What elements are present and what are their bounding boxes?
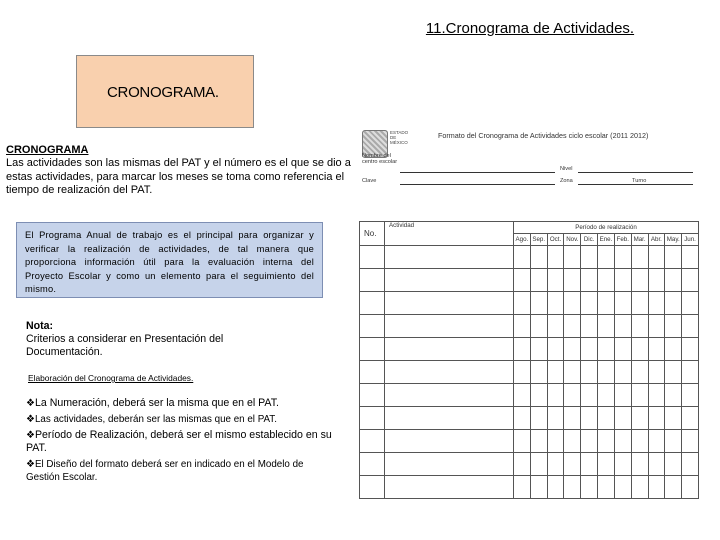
table-cell <box>514 384 531 407</box>
table-cell <box>385 384 514 407</box>
pat-description-box: El Programa Anual de trabajo es el principal para organizar y verificar la realización de actividades, de tal manera que proporciona información útil para la evaluación interna del Proyecto Escolar y como un elemento para el seguimiento del mismo. <box>16 222 323 298</box>
table-cell <box>530 246 547 269</box>
elaboracion-title: Elaboración del Cronograma de Actividades. <box>28 373 194 383</box>
field-line-nivel <box>578 172 693 173</box>
table-cell <box>665 384 682 407</box>
table-cell <box>614 476 631 499</box>
cronograma-box-label: CRONOGRAMA. <box>107 84 219 101</box>
table-cell <box>360 384 385 407</box>
table-cell <box>581 361 598 384</box>
table-cell <box>682 269 699 292</box>
table-cell <box>648 292 665 315</box>
table-cell <box>530 269 547 292</box>
table-cell <box>665 338 682 361</box>
table-cell <box>682 246 699 269</box>
table-cell <box>547 407 564 430</box>
list-item-text: Las actividades, deberán ser las mismas que en el PAT. <box>34 414 277 425</box>
table-cell <box>564 407 581 430</box>
table-cell <box>564 361 581 384</box>
table-cell <box>385 430 514 453</box>
table-cell <box>614 269 631 292</box>
table-cell <box>385 407 514 430</box>
table-cell <box>598 338 615 361</box>
table-cell <box>665 476 682 499</box>
table-cell <box>665 361 682 384</box>
table-cell <box>385 269 514 292</box>
table-cell <box>514 269 531 292</box>
table-cell <box>360 246 385 269</box>
table-cell <box>665 430 682 453</box>
table-cell <box>682 384 699 407</box>
table-cell <box>598 430 615 453</box>
nota-block <box>26 320 266 358</box>
table-row <box>360 246 699 269</box>
month-header: Sep. <box>530 234 547 246</box>
table-row <box>360 315 699 338</box>
table-cell <box>530 292 547 315</box>
table-cell <box>564 246 581 269</box>
table-cell <box>598 315 615 338</box>
format-title: Formato del Cronograma de Actividades ciclo escolar (2011 2012) <box>438 131 649 140</box>
table-cell <box>564 269 581 292</box>
table-cell <box>631 384 648 407</box>
table-cell <box>631 292 648 315</box>
table-cell <box>665 315 682 338</box>
table-row <box>360 292 699 315</box>
table-cell <box>564 476 581 499</box>
table-cell <box>682 453 699 476</box>
table-cell <box>564 453 581 476</box>
table-cell <box>564 338 581 361</box>
table-cell <box>360 269 385 292</box>
table-cell <box>581 269 598 292</box>
list-item <box>26 429 336 455</box>
intro-text: Las actividades son las mismas del PAT y el número es el que se dio a estas actividades, para marcar los meses se toma como referencia el tiempo de realización del PAT. <box>6 157 351 197</box>
diamond-bullet-icon: ❖ <box>26 398 35 409</box>
table-cell <box>598 246 615 269</box>
table-cell <box>385 338 514 361</box>
table-cell <box>385 246 514 269</box>
table-cell <box>385 453 514 476</box>
table-cell <box>547 361 564 384</box>
table-cell <box>614 361 631 384</box>
table-cell <box>360 292 385 315</box>
list-item-text: El Diseño del formato deberá ser en indicado en el Modelo de Gestión Escolar. <box>26 459 304 483</box>
table-cell <box>682 430 699 453</box>
table-cell <box>631 338 648 361</box>
format-header <box>360 126 700 191</box>
table-cell <box>514 338 531 361</box>
table-row <box>360 453 699 476</box>
intro-block <box>6 144 354 198</box>
table-cell <box>648 476 665 499</box>
table-cell <box>547 338 564 361</box>
list-item <box>26 413 336 426</box>
table-cell <box>598 292 615 315</box>
table-row <box>360 407 699 430</box>
month-header: Nov. <box>564 234 581 246</box>
table-cell <box>614 338 631 361</box>
table-cell <box>581 407 598 430</box>
table-cell <box>631 246 648 269</box>
table-cell <box>564 384 581 407</box>
table-cell <box>385 361 514 384</box>
slide-title: 11.Cronograma de Actividades. <box>425 20 635 37</box>
table-row <box>360 361 699 384</box>
table-cell <box>682 407 699 430</box>
label-nivel: Nivel <box>560 166 573 172</box>
col-periodo-header: Período de realización <box>514 222 699 234</box>
table-cell <box>598 476 615 499</box>
diamond-bullet-icon: ❖ <box>26 459 35 470</box>
table-cell <box>631 315 648 338</box>
table-cell <box>682 476 699 499</box>
cronograma-box <box>76 55 254 128</box>
table-cell <box>598 407 615 430</box>
table-cell <box>665 292 682 315</box>
month-header: Mar. <box>631 234 648 246</box>
table-row <box>360 269 699 292</box>
table-cell <box>631 476 648 499</box>
list-item-text: La Numeración, deberá ser la misma que en el PAT. <box>34 397 279 409</box>
table-cell <box>360 430 385 453</box>
list-item <box>26 397 336 410</box>
table-cell <box>360 453 385 476</box>
table-cell <box>648 384 665 407</box>
table-cell <box>648 453 665 476</box>
table-cell <box>530 361 547 384</box>
table-cell <box>514 476 531 499</box>
criteria-list <box>26 397 336 487</box>
table-cell <box>581 315 598 338</box>
table-cell <box>581 338 598 361</box>
table-cell <box>530 430 547 453</box>
month-header: Oct. <box>547 234 564 246</box>
table-cell <box>581 246 598 269</box>
table-cell <box>564 315 581 338</box>
month-header: Feb. <box>614 234 631 246</box>
table-cell <box>547 430 564 453</box>
table-cell <box>514 246 531 269</box>
table-cell <box>614 407 631 430</box>
table-cell <box>385 476 514 499</box>
schedule-table <box>359 221 699 499</box>
table-cell <box>547 476 564 499</box>
col-actividad-header: Actividad <box>385 222 514 246</box>
table-cell <box>581 430 598 453</box>
table-cell <box>360 361 385 384</box>
logo-text: ESTADO DE MÉXICO <box>390 130 409 145</box>
table-cell <box>665 453 682 476</box>
list-item-text: Período de Realización, deberá ser el mismo establecido en su PAT. <box>26 429 332 454</box>
table-cell <box>547 315 564 338</box>
table-cell <box>385 292 514 315</box>
field-line-nombre <box>400 172 555 173</box>
table-cell <box>614 430 631 453</box>
table-cell <box>598 361 615 384</box>
month-header: May. <box>665 234 682 246</box>
table-cell <box>648 269 665 292</box>
table-cell <box>598 384 615 407</box>
label-turno: Turno <box>632 178 647 184</box>
diamond-bullet-icon: ❖ <box>26 430 35 441</box>
table-row <box>360 430 699 453</box>
table-cell <box>682 315 699 338</box>
table-cell <box>631 430 648 453</box>
nota-title: Nota: <box>26 320 54 332</box>
table-cell <box>514 407 531 430</box>
intro-heading: CRONOGRAMA <box>6 144 89 156</box>
nota-text: Criterios a considerar en Presentación del Documentación. <box>26 332 224 358</box>
table-cell <box>360 338 385 361</box>
table-cell <box>665 407 682 430</box>
label-nombre: Nombre del centro escolar <box>362 153 398 165</box>
table-cell <box>665 269 682 292</box>
table-cell <box>648 338 665 361</box>
table-cell <box>665 246 682 269</box>
table-cell <box>530 315 547 338</box>
table-row <box>360 384 699 407</box>
table-cell <box>581 292 598 315</box>
table-cell <box>564 430 581 453</box>
table-cell <box>648 315 665 338</box>
table-cell <box>614 246 631 269</box>
table-cell <box>514 453 531 476</box>
table-cell <box>598 269 615 292</box>
table-cell <box>547 246 564 269</box>
schedule-body <box>360 246 699 499</box>
month-header: Ene. <box>598 234 615 246</box>
table-cell <box>385 315 514 338</box>
month-header: Ago. <box>514 234 531 246</box>
table-cell <box>581 453 598 476</box>
table-cell <box>564 292 581 315</box>
table-cell <box>514 430 531 453</box>
table-cell <box>360 315 385 338</box>
table-cell <box>547 384 564 407</box>
table-cell <box>614 292 631 315</box>
table-cell <box>581 384 598 407</box>
table-cell <box>530 453 547 476</box>
table-cell <box>514 292 531 315</box>
table-cell <box>514 361 531 384</box>
table-cell <box>547 453 564 476</box>
table-cell <box>631 361 648 384</box>
col-no-header: No. <box>360 222 385 246</box>
table-cell <box>530 407 547 430</box>
table-cell <box>614 453 631 476</box>
table-cell <box>682 292 699 315</box>
table-cell <box>614 315 631 338</box>
table-cell <box>631 269 648 292</box>
table-cell <box>581 476 598 499</box>
table-row <box>360 476 699 499</box>
table-cell <box>648 430 665 453</box>
table-cell <box>631 453 648 476</box>
month-header: Jun. <box>682 234 699 246</box>
table-cell <box>682 338 699 361</box>
table-cell <box>598 453 615 476</box>
field-line-zona <box>578 184 693 185</box>
table-cell <box>631 407 648 430</box>
table-cell <box>360 407 385 430</box>
table-cell <box>514 315 531 338</box>
label-clave: Clave <box>362 178 377 184</box>
month-header: Abr. <box>648 234 665 246</box>
diamond-bullet-icon: ❖ <box>26 414 35 425</box>
table-row <box>360 338 699 361</box>
table-cell <box>614 384 631 407</box>
list-item <box>26 458 336 484</box>
table-cell <box>360 476 385 499</box>
table-cell <box>530 338 547 361</box>
label-zona: Zona <box>560 178 573 184</box>
table-cell <box>530 476 547 499</box>
table-cell <box>682 361 699 384</box>
field-line-clave <box>400 184 555 185</box>
table-cell <box>547 292 564 315</box>
table-cell <box>530 384 547 407</box>
table-cell <box>547 269 564 292</box>
table-cell <box>648 361 665 384</box>
table-cell <box>648 246 665 269</box>
table-cell <box>648 407 665 430</box>
month-header: Dic. <box>581 234 598 246</box>
